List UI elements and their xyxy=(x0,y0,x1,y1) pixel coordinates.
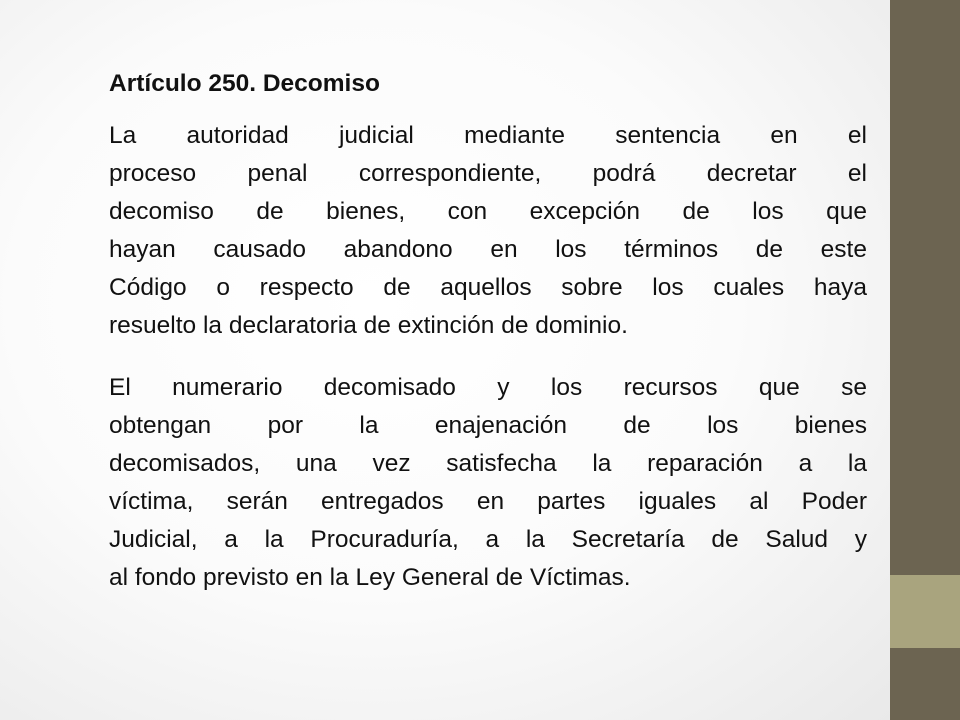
side-band-accent-block xyxy=(890,575,960,648)
paragraph-line: obtengan por la enajenación de los bienes xyxy=(109,412,867,439)
paragraph-numerario-distribution xyxy=(109,369,867,597)
paragraph-line: decomisados, una vez satisfecha la reparación a la xyxy=(109,450,867,477)
paragraph-line: al fondo previsto en la Ley General de Víctimas. xyxy=(109,564,631,591)
paragraph-line: Judicial, a la Procuraduría, a la Secretaría de Salud y xyxy=(109,526,867,553)
paragraph-line: hayan causado abandono en los términos de este xyxy=(109,236,867,263)
article-title: Artículo 250. Decomiso xyxy=(109,70,380,97)
paragraph-line: La autoridad judicial mediante sentencia en el xyxy=(109,122,867,149)
paragraph-line: decomiso de bienes, con excepción de los que xyxy=(109,198,867,225)
paragraph-line: proceso penal correspondiente, podrá decretar el xyxy=(109,160,867,187)
paragraph-line: víctima, serán entregados en partes iguales al Poder xyxy=(109,488,867,515)
paragraph-line: Código o respecto de aquellos sobre los cuales haya xyxy=(109,274,867,301)
paragraph-line: resuelto la declaratoria de extinción de dominio. xyxy=(109,312,628,339)
paragraph-decomiso-decree xyxy=(109,117,867,345)
slide-content xyxy=(109,66,867,621)
paragraph-line: El numerario decomisado y los recursos que se xyxy=(109,374,867,401)
